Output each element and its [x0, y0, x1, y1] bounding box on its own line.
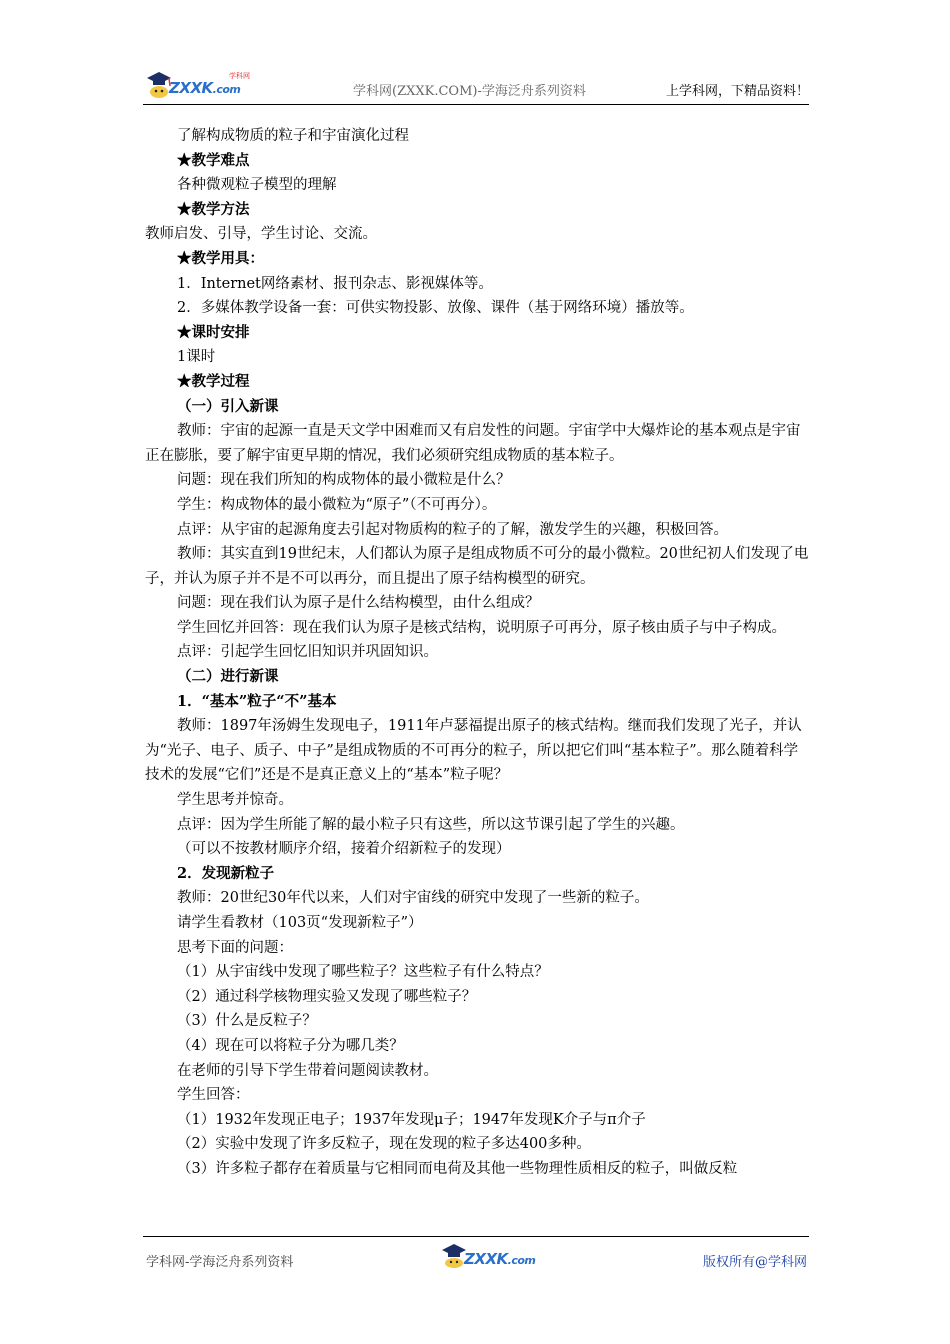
footer-left-text: 学科网-学海泛舟系列资料	[146, 1255, 294, 1270]
section-heading: ★教学过程	[177, 372, 250, 390]
section-heading: 1．“基本”粒子“不”基本	[177, 692, 337, 710]
paragraph: （4）现在可以将粒子分为哪几类？	[177, 1037, 404, 1054]
paragraph: 点评：引起学生回忆旧知识并巩固知识。	[177, 644, 438, 661]
paragraph: （3）什么是反粒子？	[177, 1013, 317, 1030]
document-body	[145, 124, 809, 1182]
paragraph: （2）通过科学核物理实验又发现了哪些粒子？	[177, 988, 477, 1005]
page-header	[143, 66, 809, 104]
paragraph: （1）从宇宙线中发现了哪些粒子？这些粒子有什么特点？	[177, 964, 549, 981]
paragraph: 请学生看教材（103页“发现新粒子”）	[177, 915, 423, 931]
paragraph: 各种微观粒子模型的理解	[177, 177, 337, 194]
header-center-text: 学科网(ZXXK.COM)-学海泛舟系列资料	[353, 84, 586, 99]
paragraph: 学生回忆并回答：现在我们认为原子是核式结构，说明原子可再分，原子核由质子与中子构成。	[177, 619, 786, 636]
section-heading: ★课时安排	[177, 323, 250, 341]
section-heading: （一）引入新课	[177, 397, 279, 415]
paragraph: 点评：因为学生所能了解的最小粒子只有这些，所以这节课引起了学生的兴趣。	[177, 816, 685, 833]
footer-copyright: 版权所有@学科网	[702, 1255, 807, 1270]
paragraph: 学生：构成物体的最小微粒为“原子”（不可再分）。	[177, 496, 497, 513]
paragraph: 教师：20世纪30年代以来，人们对宇宙线的研究中发现了一些新的粒子。	[177, 890, 649, 907]
paragraph: 学生思考并惊奇。	[177, 792, 293, 809]
section-heading: ★教学难点	[177, 151, 250, 169]
paragraph: 教师：1897年汤姆生发现电子，1911年卢瑟福提出原子的核式结构。继而我们发现了光子，并认为“光子、电子、质子、中子”是组成物质的不可再分的粒子，所以把它们叫“基本粒子”。那么随着科学技术的发展“它们”还是不是真正意义上的“基本”粒子呢？	[145, 718, 802, 784]
paragraph: 教师：其实直到19世纪末，人们都认为原子是组成物质不可分的最小微粒。20世纪初人们发现了电子，并认为原子并不是不可以再分，而且提出了原子结构模型的研究。	[145, 546, 809, 587]
section-heading: ★教学用具：	[177, 249, 264, 267]
paragraph: 2．多媒体教学设备一套：可供实物投影、放像、课件（基于网络环境）播放等。	[177, 300, 694, 317]
paragraph: 教师：宇宙的起源一直是天文学中困难而又有启发性的问题。宇宙学中大爆炸论的基本观点是宇宙正在膨胀，要了解宇宙更早期的情况，我们必须研究组成物质的基本粒子。	[145, 423, 801, 464]
paragraph: （3）许多粒子都存在着质量与它相同而电荷及其他一些物理性质相反的粒子，叫做反粒	[177, 1160, 738, 1177]
footer-logo	[438, 1240, 548, 1270]
paragraph: 1．Internet网络素材、报刊杂志、影视媒体等。	[177, 275, 493, 292]
section-heading: 2．发现新粒子	[177, 864, 275, 882]
section-heading: ★教学方法	[177, 200, 250, 218]
header-slogan: 上学科网，下精品资料！	[665, 84, 809, 99]
paragraph: 点评：从宇宙的起源角度去引起对物质构的粒子的了解，激发学生的兴趣，积极回答。	[177, 521, 728, 538]
paragraph: 问题：现在我们所知的构成物体的最小微粒是什么？	[177, 472, 511, 489]
paragraph: 问题：现在我们认为原子是什么结构模型，由什么组成？	[177, 595, 540, 612]
paragraph: 在老师的引导下学生带着问题阅读教材。	[177, 1062, 438, 1079]
section-heading: （二）进行新课	[177, 668, 279, 686]
paragraph: 了解构成物质的粒子和宇宙演化过程	[177, 128, 409, 144]
logo-subtitle: 学科网	[229, 72, 250, 80]
paragraph: 学生回答：	[177, 1087, 250, 1104]
logo-text: ZXXK.com	[169, 79, 241, 97]
footer-divider	[143, 1236, 809, 1237]
paragraph: 1课时	[177, 349, 216, 366]
header-divider	[143, 104, 809, 105]
paragraph: 思考下面的问题：	[177, 939, 293, 956]
zxxk-logo	[143, 66, 253, 100]
paragraph: （2）实验中发现了许多反粒子，现在发现的粒子多达400多种。	[177, 1136, 591, 1153]
paragraph: 教师启发、引导，学生讨论、交流。	[145, 226, 377, 243]
paragraph: （1）1932年发现正电子；1937年发现μ子；1947年发现K介子与π介子	[177, 1111, 646, 1128]
footer-logo-text: ZXXK.com	[464, 1250, 536, 1268]
paragraph: （可以不按教材顺序介绍，接着介绍新粒子的发现）	[177, 841, 511, 858]
